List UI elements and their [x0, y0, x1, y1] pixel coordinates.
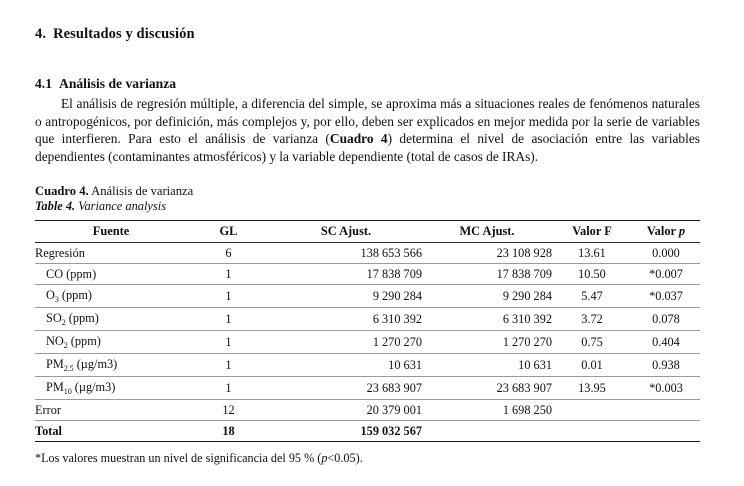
cell-p-value: *0.003	[649, 381, 683, 396]
subsection-title: Análisis de varianza	[59, 76, 177, 92]
table-caption-spanish	[35, 183, 700, 199]
section-title: Resultados y discusión	[53, 26, 195, 42]
cell-source	[35, 400, 187, 421]
table-caption-english-label: Table 4.	[35, 199, 76, 214]
cell-adj-ms	[422, 421, 552, 442]
cell-source-name: CO	[46, 267, 64, 282]
cell-source	[35, 377, 187, 400]
column-header-df: GL	[219, 224, 238, 239]
cell-f-value: 5.47	[581, 289, 603, 304]
cell-source-name: PM	[46, 357, 64, 372]
cell-f-value: 3.72	[581, 312, 603, 327]
cell-adj-ss: 138 653 566	[360, 246, 422, 261]
cell-source	[35, 354, 187, 377]
cell-df: 1	[225, 312, 232, 327]
cell-source	[35, 421, 187, 442]
cell-adj-ss: 159 032 567	[360, 424, 422, 439]
column-header-source: Fuente	[92, 224, 130, 239]
cell-source-subscript: 3	[54, 295, 59, 305]
column-header-f-value: Valor F	[572, 224, 612, 239]
column-header-adj-ss: SC Ajust.	[320, 224, 372, 239]
paragraph-part-1: El análisis de regresión múltiple, a diferencia del simple, se aproxima más a situaciones reales de fenómenos naturales o antropogénicos, por definición, más complejos y, por ello, deben ser explicados en mejor medida por la serie de variables que interfieren. Para esto el análisis de varianza (	[35, 95, 700, 147]
cell-adj-ss: 1 270 270	[372, 335, 422, 350]
cell-source-name: Error	[35, 403, 61, 418]
cell-p-value	[632, 421, 700, 442]
column-header-p-value	[632, 221, 700, 243]
cell-source-subscript: 10	[63, 387, 72, 397]
table-head	[35, 221, 700, 243]
section-number: 4.	[35, 26, 47, 42]
footnote-pre: *Los valores muestran un nivel de significancia del 95 % (	[35, 451, 322, 466]
column-header-p-symbol: p	[678, 224, 686, 239]
cell-adj-ms: 9 290 284	[502, 289, 552, 304]
cell-df: 6	[225, 246, 232, 261]
cell-source	[35, 264, 187, 285]
subsection-number: 4.1	[35, 76, 52, 92]
anova-table	[35, 220, 700, 442]
cell-adj-ms: 1 698 250	[502, 403, 552, 418]
anova-table-wrapper	[35, 220, 700, 466]
table-row	[35, 421, 700, 442]
cell-df: 18	[222, 424, 235, 439]
cell-source-name: SO	[46, 311, 62, 326]
cell-adj-ss: 20 379 001	[366, 403, 422, 418]
cell-p-value: 0.404	[652, 335, 680, 350]
cell-df: 1	[225, 267, 232, 282]
cell-f-value	[552, 400, 632, 421]
cell-adj-ss: 9 290 284	[372, 289, 422, 304]
cell-source-name: Regresión	[35, 246, 85, 261]
table-row	[35, 354, 700, 377]
cell-df: 1	[225, 381, 232, 396]
footnote-post: <0.05).	[327, 451, 363, 466]
cell-f-value: 10.50	[578, 267, 606, 282]
cell-adj-ss: 6 310 392	[372, 312, 422, 327]
cell-source-name: NO	[46, 334, 64, 349]
cell-source-name: O	[46, 288, 55, 303]
cell-p-value: 0.000	[652, 246, 680, 261]
cell-p-value	[632, 400, 700, 421]
cell-p-value: *0.007	[649, 267, 683, 282]
table-caption-english	[35, 199, 700, 215]
cell-adj-ms: 10 631	[518, 358, 552, 373]
cell-f-value: 0.01	[581, 358, 603, 373]
cell-source-name: Total	[35, 424, 62, 439]
cell-adj-ms: 17 838 709	[496, 267, 552, 282]
table-footnote	[35, 451, 700, 466]
cell-source-units: (ppm)	[63, 267, 97, 282]
cell-df: 12	[222, 403, 235, 418]
footnote-p-symbol: p	[321, 451, 328, 466]
cell-source-subscript: 2.5	[63, 364, 74, 374]
cell-source-name: PM	[46, 380, 64, 395]
cell-p-value: 0.078	[652, 312, 680, 327]
table-row	[35, 400, 700, 421]
table-row	[35, 264, 700, 285]
cell-adj-ss: 10 631	[388, 358, 422, 373]
table-row	[35, 285, 700, 308]
cell-p-value: *0.037	[649, 289, 683, 304]
cell-f-value: 13.61	[578, 246, 606, 261]
cell-df: 1	[225, 335, 232, 350]
body-paragraph	[35, 95, 700, 167]
table-row	[35, 308, 700, 331]
table-row	[35, 377, 700, 400]
cell-df: 1	[225, 358, 232, 373]
paragraph-part-2: ) determina el nivel de asociación entre las variables dependientes (contaminantes atmosféricos) y la variable dependiente (total de casos de IRAs).	[35, 131, 700, 165]
table-caption-spanish-label: Cuadro 4.	[35, 184, 89, 199]
table-row	[35, 331, 700, 354]
table-body	[35, 243, 700, 442]
cell-adj-ss: 23 683 907	[366, 381, 422, 396]
cell-source	[35, 308, 187, 331]
cell-source-units: (ppm)	[58, 288, 92, 303]
column-header-adj-ms: MC Ajust.	[459, 224, 515, 239]
cell-f-value: 0.75	[581, 335, 603, 350]
cell-source-subscript: 2	[61, 318, 66, 328]
cell-adj-ms: 6 310 392	[502, 312, 552, 327]
table-caption-spanish-text: Análisis de varianza	[91, 184, 194, 199]
cell-source-units: (ppm)	[65, 311, 99, 326]
cell-source-units: (µg/m3)	[73, 357, 118, 372]
table-caption-english-text: Variance analysis	[78, 199, 167, 214]
cell-source	[35, 331, 187, 354]
cell-source-units: (ppm)	[67, 334, 101, 349]
table-row	[35, 243, 700, 264]
table-caption	[35, 183, 700, 215]
cell-adj-ms: 23 108 928	[496, 246, 552, 261]
column-header-p-value-word: Valor	[646, 224, 676, 239]
cell-f-value: 13.95	[578, 381, 606, 396]
cell-source	[35, 243, 187, 264]
cell-source-subscript: 2	[63, 341, 68, 351]
cell-source-units: (µg/m3)	[71, 380, 116, 395]
table-header-row	[35, 221, 700, 243]
cell-f-value	[552, 421, 632, 442]
cell-adj-ms: 1 270 270	[502, 335, 552, 350]
subsection-heading	[35, 76, 700, 92]
cell-adj-ms: 23 683 907	[496, 381, 552, 396]
cell-p-value: 0.938	[652, 358, 680, 373]
section-heading	[35, 26, 700, 43]
cell-df: 1	[225, 289, 232, 304]
cell-source	[35, 285, 187, 308]
paragraph-table-reference: Cuadro 4	[329, 131, 388, 147]
cell-adj-ss: 17 838 709	[366, 267, 422, 282]
